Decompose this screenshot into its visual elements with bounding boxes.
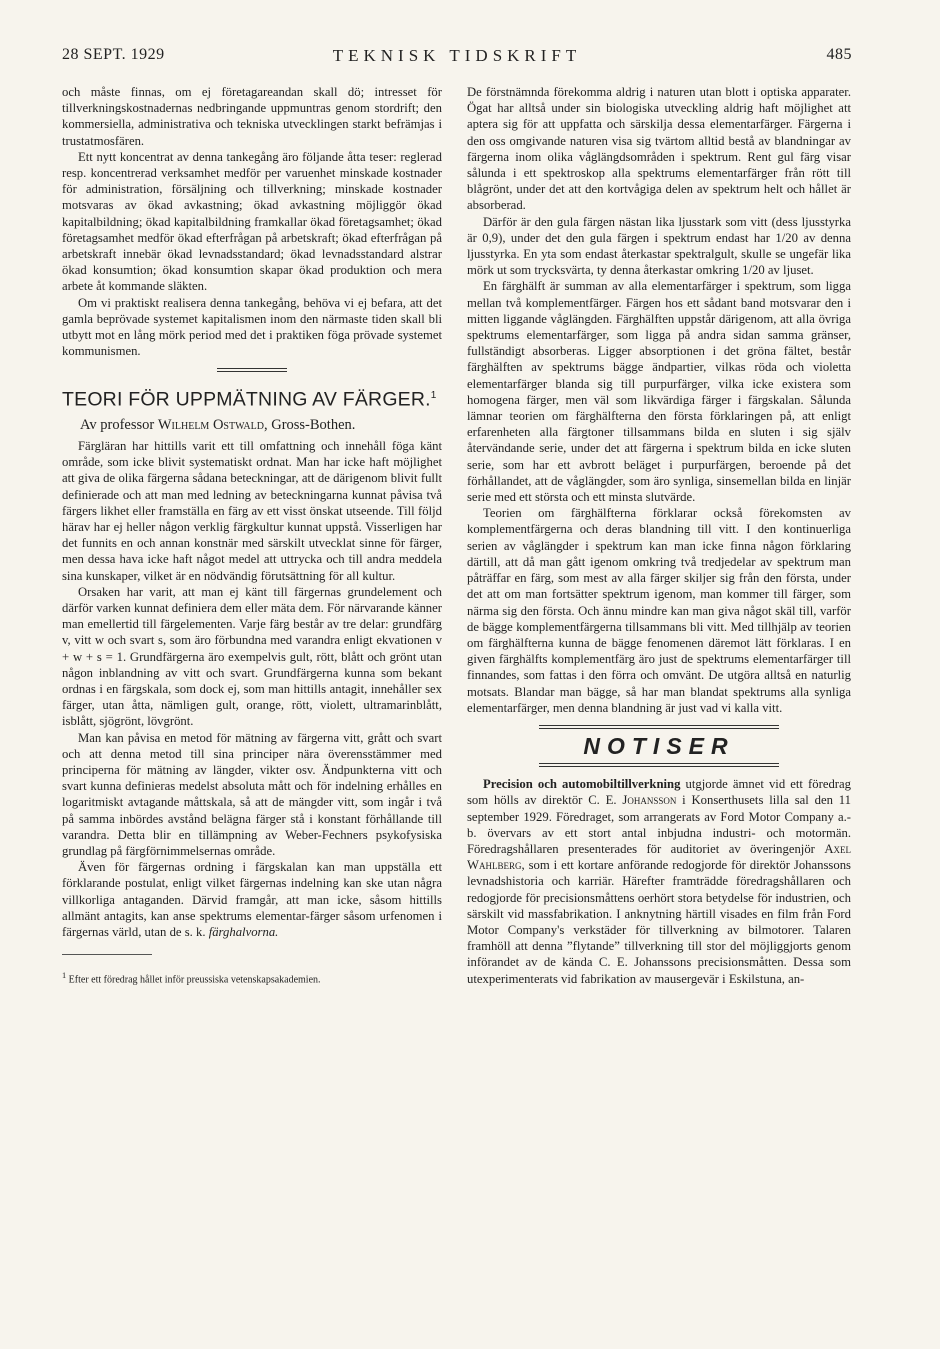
intro-paragraph: och måste finnas, om ej företagareandan skall dö; intresset för tillverkningskostnadernas nedbringande uppmuntras genom stordrift; den kommersiella, administrativa och tekniska utvecklingen starkt befrämjas i trustatmosfären. bbox=[62, 85, 442, 148]
right-column bbox=[467, 84, 851, 987]
journal-title: TEKNISK TIDSKRIFT bbox=[332, 46, 582, 65]
article-title bbox=[62, 384, 442, 412]
article-paragraph: De förstnämnda förekomma aldrig i naturen utan blott i optiska apparater. Ögat har alltså under sin biologiska utveckling aldrig haft möjlighet att aptera sig för att uppfatta och särskilja dessa elementarfärger. Färgerna i den oss omgivande naturen visa sig tvärtom alltid bestå av blandningar av färgerna inom olika våglängdsområden i spektrum. Rent gul färg visar sålunda i ett spektroskop alla spektrums elementarfärger från rött till blågrönt, under det att den kortvågiga delen av spektrum helt och hållet är absorberad. bbox=[467, 85, 851, 213]
article-title-text: TEORI FÖR UPPMÄTNING AV FÄRGER. bbox=[62, 388, 431, 411]
intro-paragraph: Om vi praktiskt realisera denna tankegång, behöva vi ej befara, att det gamla beprövade systemet kapitalismen inom den närmaste tiden skall bli utbytt mot en lång mörk period med det i praktiken föga prövade systemet kommunismen. bbox=[62, 295, 442, 359]
article-paragraph: Därför är den gula färgen nästan lika ljusstark som vitt (dess ljusstyrka är 0,9), under det den gula färgen i spektrum endast har 1/20 av denna ljusstyrka. En yta som endast återkastar spektralgult, skulle se ungefär lika mörk ut som trycksvärta, ty denna återkastar omkring 1/20 av ljuset. bbox=[467, 214, 851, 278]
article-paragraph bbox=[62, 859, 442, 940]
footnote-text: Efter ett föredrag hållet inför preussiska vetenskapsakademien. bbox=[66, 974, 321, 986]
footnote-mark: 1 bbox=[62, 971, 67, 981]
running-header bbox=[62, 46, 852, 72]
author-name: Wilhelm Ostwald bbox=[157, 416, 264, 433]
article-paragraph: Teorien om färghälfterna förklarar också förekomsten av komplementfärgerna och deras blandning till vitt. I den kontinuerliga serien av våglängder i spektrum kan man icke finna någon förklaring därtill, att då man gått igenom omkring två tredjedelar av spektrum man påträffar en färg, som mest av alla färger skiljer sig från den första, under det att om man fortsätter spektrum igenom, man kommer till färger, som närma sig den första. Och ännu mindre kan man giva något skäl till, varför de bägge komplementfärgerna tillsammans bli vitt. Med tillhjälp av teorien om färghälfterna kunna de bägge fenomenen däremot lätt förklaras. I en given färghälfts komplementfärg äro just de spektrums elementarfärger till finnandes, som fattas i den förra och omvänt. De utgöra alltså en naturlig motsats. Blandar man bägge, så har man blandat spektrums alla synliga elementarfärger, men denna blandning är just vad vi kalla vitt. bbox=[467, 506, 851, 715]
left-column bbox=[62, 84, 442, 987]
notis-text: , som i ett kortare anförande redogjorde för direktör Johanssons levnadshistoria och karriär. Härefter framträdde föredragshållaren och redogjorde för precisionsmåttens oerhört stora betydelse för industrien, och särskilt vid massfabrikation. I anknytning härtill visades en film från Ford Motor Company's verkstäder för tillverkning av bilmotorer. Talaren framhöll att denna ”flytande” tillverkning till stor del möjliggjorts genom införandet av de kända C. E. Johanssons precisionsmåtten. Dessa som utexperimenterats vid fabrikation av mausergevär i Eskilstuna, an- bbox=[467, 858, 851, 986]
article-paragraph: Orsaken har varit, att man ej känt till färgernas grundelement och därför varken kunnat definiera dem eller mäta dem. För närvarande känner man emellertid till färgelementen. Varje färg består av tre delar: grundfärg v, vitt w och svart s, som äro förbundna med varandra enligt ekvationen v + w + s = 1. Grundfärgerna äro exempelvis gult, rött, blått och grönt utan någon inblandning av vitt och svart. Grundfärgerna kunna som bekant ordnas i en färgskala, som dock ej, som man hittills antagit, innehåller sex färger, utan åtta, nämligen gult, orange, rött, violett, ultramarinblått, isblått, sjögrönt, lövgrönt. bbox=[62, 584, 442, 729]
issue-date: 28 SEPT. 1929 bbox=[62, 46, 165, 63]
notis-paragraph bbox=[467, 776, 851, 987]
notis-text: utgjorde ämnet vid ett föredrag som hölls av direktör C. E. bbox=[467, 777, 851, 808]
byline-prefix: Av professor bbox=[80, 416, 158, 433]
notis-text: i Konserthusets lilla sal den 11 september 1929. Föredraget, som arrangerats av Ford Motor Company a.-b. övervars av ett stort antal inbjudna industri- och motormän. Föredragshållaren presenterades för auditoriet av överingenjör bbox=[467, 793, 851, 856]
person-name: Axel Wahlberg bbox=[467, 841, 851, 873]
footnote bbox=[62, 969, 442, 986]
section-divider bbox=[217, 368, 287, 372]
article-paragraph: Färgläran har hittills varit ett till omfattning och innehåll föga känt område, som icke blivit systematiskt ordnat. Man har icke haft möjlighet att giva de olika färgerna sådana beteckningar, att de därigenom blivit fullt definierade och att man med ledning av beteckningarna kunnat påvisa två färgers likhet eller framställa en färg av ett visst önskat utseende. Till följd härav har ej heller någon verklig färgkultur kunnat uppstå. Visserligen har det funnits en och annan konstnär med särskilt utvecklat sinne för färger, men dessa hava icke haft något medel att uttrycka och till andra meddela sina kunskaper, vilket är en nödvändig förutsättning för all kultur. bbox=[62, 438, 442, 583]
intro-paragraph: Ett nytt koncentrat av denna tankegång äro följande åtta teser: reglerad resp. koncentrerad verksamhet medför per varuenhet minskade kostnader för administration, försäljning och tillverkning; minskade kostnader motsvaras av ökad avkastning; ökad avkastning möjliggör ökad kapitalbildning; ökad kapitalbildning framkallar ökad företagsamhet; ökad företagsamhet medför ökad efterfrågan på arbetskraft; ökad efterfrågan på arbetskraft innebär ökad levnadsstandard; ökad levnadsstandard alstrar ökad konsumtion; ökad konsumtion skapar ökad produktion och mera arbete åt kommande släkten. bbox=[62, 149, 442, 294]
notis-lead: Precision och automobiltillverkning bbox=[483, 777, 681, 792]
byline bbox=[80, 416, 442, 434]
section-divider bbox=[539, 725, 779, 729]
article-paragraph: En färghälft är summan av alla elementarfärger i spektrum, som ligga mellan två komplementfärger. Färgen hos ett sådant band motsvarar den i mitten liggande våglängden. Färghälften uppstår därigenom, att alla övriga spektrums elementarfärger, som ligga på andra sidan samma gränser, fullständigt absorberas. Ligger absorptionen i det gröna fältet, består färghälften av spektrums bägge ändpartier, vilkas röda och violetta elementarfärger blanda sig till purpurfärger, vilka icke existera som homogena färger, men väl som likvärdiga färger i färgskalan. Sålunda lämnar teorien om färghälfterna den första förklaringen på, att enligt erfarenheten alla färgtoner tillsammans bilda en sluten i sig själv återvändande serie, under det att färgerna i spektrum bilda en icke sluten serie, som har ett avbrott beläget i purpurfärgen, beroende på det förhållandet, att de våglängder, som äro synliga, sinsemellan bilda en linjär serie med ett största och ett minsta slutvärde. bbox=[467, 279, 851, 505]
page-number: 485 bbox=[826, 46, 852, 63]
section-divider bbox=[539, 763, 779, 767]
footnote-divider bbox=[62, 954, 152, 955]
footnote-ref[interactable]: 1 bbox=[430, 390, 437, 402]
byline-suffix: , Gross-Bothen. bbox=[263, 416, 356, 433]
person-name: Johansson bbox=[622, 793, 677, 808]
italic-term: färghalvorna. bbox=[208, 925, 279, 940]
article-paragraph-text: Även för färgernas ordning i färgskalan kan man uppställa ett förklarande postulat, enligt vilket färgernas indelning kan ske utan några villkorliga antaganden. Därvid framgår, att man icke, såsom hittills allmänt antagits, kan anse spektrums elementar-färger såsom urfenomen i färgernas värld, utan de s. k. bbox=[62, 860, 442, 940]
article-paragraph: Man kan påvisa en metod för mätning av färgerna vitt, grått och svart och att denna metod till sina principer nära överensstämmer med principerna för mätning av längder, vikter osv. Ändpunkterna vitt och svart kunna definieras medelst absoluta mått och för indelning erhålles en logaritmiskt avtagande måttskala, så att de mängder vitt, som ingår i två på samma inbördes avstånd belägna färger stå i konstant förhållande till varandra. Detta blir en tillämpning av Weber-Fechners psykofysiska grundlag på färgförnimmelsernas område. bbox=[62, 730, 442, 859]
notiser-heading: NOTISER bbox=[583, 732, 735, 759]
